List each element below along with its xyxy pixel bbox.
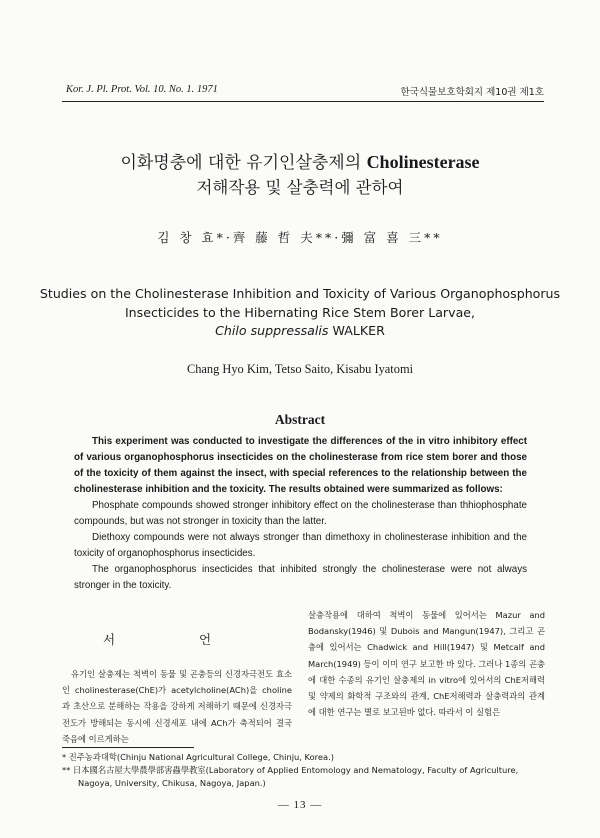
abstract-paragraph-3: Diethoxy compounds were not always stronger than dimethoxy in cholinesterase inhibition and the toxicity of organophosphorus insecticides. (74, 532, 527, 559)
english-authors: Chang Hyo Kim, Tetso Saito, Kisabu Iyatomi (186, 362, 414, 376)
english-title-line-3 (0, 322, 600, 341)
abstract-heading: Abstract (274, 412, 326, 427)
korean-authors: 김 창 효*·齊 藤 哲 夫**·彌 富 喜 三** (157, 230, 443, 245)
abstract-paragraph-2: Phosphate compounds showed stronger inhibitory effect on the cholinesterase than thhiophosphate compounds, but was not stronger in toxicity than the latter. (74, 500, 527, 527)
korean-title-text: 이화명충에 대한 유기인살충제의 (120, 153, 362, 173)
page-number: — 13 — (277, 799, 323, 811)
korean-title-line-1 (0, 148, 600, 173)
footnote-2: ** 日本國名古屋大學農學部害蟲學教室(Laboratory of Applied Entomology and Nematology, Faculty of Agriculture, Nagoya, University, Chikusa, Nagoya, Japan.) (62, 765, 519, 788)
english-title (0, 285, 600, 341)
intro-left-column (62, 630, 292, 747)
intro-heading: 서 언 (102, 632, 252, 647)
footnote-rule (62, 747, 194, 748)
species-name: Chilo suppressalis (215, 323, 329, 338)
abstract-paragraph-1: This experiment was conducted to investigate the differences of the in vitro inhibitory effect of various organophosphorus insecticides on the cholinesterase from rice stem borer and those of the toxicity of them against the insect, with special references to the relationship between the cholinesterase inhibition and the toxicity. The results obtained were summarized as follows: (74, 436, 527, 495)
footnotes (62, 751, 545, 790)
intro-left-text: 유기인 살충제는 척벽이 동물 및 곤충등의 신경자극전도 효소인 cholinesterase(ChE)가 acetylcholine(ACh)을 choline과 초산으로 분해하는 작용을 강하게 저해하기 때문에 신경자극전도가 방해되는 동시에 신경세포 내에 ACh가 축적되어 결국 죽음에 이르게하는 (62, 669, 292, 744)
header-rule (62, 101, 544, 102)
journal-citation: Kor. J. Pl. Prot. Vol. 10. No. 1. 1971 (66, 84, 218, 95)
species-author: WALKER (332, 323, 385, 338)
english-title-line-2: Insecticides to the Hibernating Rice Stem Borer Larvae, (124, 304, 476, 320)
english-title-line-1: Studies on the Cholinesterase Inhibition and Toxicity of Various Organophosphorus (39, 286, 561, 301)
korean-title-line-2: 저해작용 및 살충력에 관하여 (196, 178, 404, 197)
journal-citation-korean: 한국식물보호학회지 제10권 제1호 (400, 87, 544, 98)
abstract-paragraph-4: The organophosphorus insecticides that inhibited strongly the cholinesterase were not always stronger in the toxicity. (74, 564, 527, 591)
footnote-1: * 진주농과대학(Chinju National Agricultural College, Chinju, Korea.) (62, 752, 334, 762)
korean-title-latin-term: Cholinesterase (366, 152, 480, 172)
abstract-body (74, 434, 527, 594)
intro-right-column (308, 607, 545, 720)
intro-right-text: 살충작용에 대하여 척벽이 동물에 있어서는 Mazur and Bodansky(1946) 및 Dubois and Mangun(1947), 그리고 곤충에 있어서는 Chadwick and Hill(1947) 및 Metcalf and March(1949) 등이 이미 연구 보고한 바 있다. 그러나 1종의 곤충에 대한 수종의 유기인 살충제의 in vitro에 있어서의 ChE저해력 및 약제의 화학적 구조와의 관계, ChE저해력과 살충력과의 관계에 대한 연구는 별로 보고된바 없다. 따라서 이 실험은 (308, 610, 545, 718)
